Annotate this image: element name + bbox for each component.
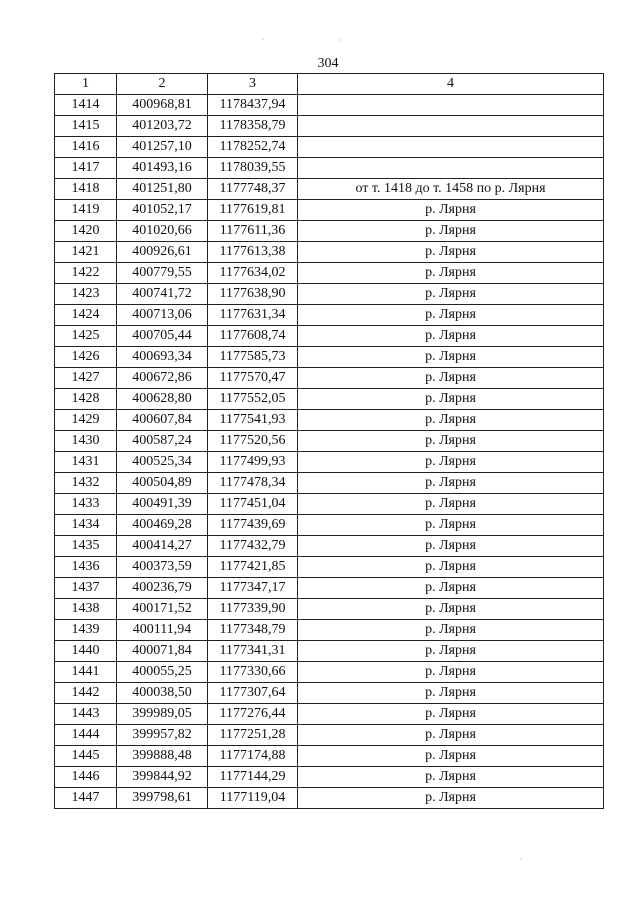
scan-speck (338, 39, 340, 41)
table-row (55, 515, 604, 536)
description-cell: р. Лярня (298, 284, 604, 305)
description-cell: р. Лярня (298, 200, 604, 221)
description-cell: р. Лярня (298, 557, 604, 578)
description-cell (298, 137, 604, 158)
point-number-cell: 1437 (55, 578, 117, 599)
y-coordinate-cell: 1177439,69 (208, 515, 298, 536)
y-coordinate-cell: 1177611,36 (208, 221, 298, 242)
x-coordinate-cell: 399989,05 (117, 704, 208, 725)
point-number-cell: 1447 (55, 788, 117, 809)
y-coordinate-cell: 1177330,66 (208, 662, 298, 683)
x-coordinate-cell: 400236,79 (117, 578, 208, 599)
table-row (55, 326, 604, 347)
table-row (55, 305, 604, 326)
coordinates-table (54, 73, 604, 809)
description-cell: р. Лярня (298, 326, 604, 347)
point-number-cell: 1414 (55, 95, 117, 116)
y-coordinate-cell: 1177748,37 (208, 179, 298, 200)
point-number-cell: 1415 (55, 116, 117, 137)
description-cell (298, 95, 604, 116)
description-cell: р. Лярня (298, 473, 604, 494)
x-coordinate-cell: 399888,48 (117, 746, 208, 767)
table-row (55, 746, 604, 767)
description-cell: р. Лярня (298, 599, 604, 620)
table-row (55, 263, 604, 284)
point-number-cell: 1441 (55, 662, 117, 683)
table-row (55, 641, 604, 662)
x-coordinate-cell: 400055,25 (117, 662, 208, 683)
point-number-cell: 1422 (55, 263, 117, 284)
description-cell: р. Лярня (298, 494, 604, 515)
description-cell: р. Лярня (298, 452, 604, 473)
point-number-cell: 1429 (55, 410, 117, 431)
table-row (55, 620, 604, 641)
scan-speck (520, 858, 522, 860)
x-coordinate-cell: 401493,16 (117, 158, 208, 179)
x-coordinate-cell: 400705,44 (117, 326, 208, 347)
table-row (55, 431, 604, 452)
table-row (55, 452, 604, 473)
point-number-cell: 1420 (55, 221, 117, 242)
y-coordinate-cell: 1177613,38 (208, 242, 298, 263)
x-coordinate-cell: 399798,61 (117, 788, 208, 809)
table-row (55, 410, 604, 431)
column-header-3: 3 (208, 74, 298, 95)
y-coordinate-cell: 1178252,74 (208, 137, 298, 158)
point-number-cell: 1423 (55, 284, 117, 305)
table-row (55, 704, 604, 725)
y-coordinate-cell: 1177520,56 (208, 431, 298, 452)
description-cell: р. Лярня (298, 578, 604, 599)
table-row (55, 284, 604, 305)
description-cell: р. Лярня (298, 767, 604, 788)
y-coordinate-cell: 1177341,31 (208, 641, 298, 662)
x-coordinate-cell: 400171,52 (117, 599, 208, 620)
y-coordinate-cell: 1178358,79 (208, 116, 298, 137)
table-row (55, 95, 604, 116)
table-row (55, 221, 604, 242)
description-cell: р. Лярня (298, 683, 604, 704)
y-coordinate-cell: 1177432,79 (208, 536, 298, 557)
point-number-cell: 1440 (55, 641, 117, 662)
x-coordinate-cell: 401251,80 (117, 179, 208, 200)
x-coordinate-cell: 399844,92 (117, 767, 208, 788)
x-coordinate-cell: 400628,80 (117, 389, 208, 410)
point-number-cell: 1418 (55, 179, 117, 200)
point-number-cell: 1417 (55, 158, 117, 179)
column-header-1: 1 (55, 74, 117, 95)
point-number-cell: 1432 (55, 473, 117, 494)
x-coordinate-cell: 401052,17 (117, 200, 208, 221)
column-header-2: 2 (117, 74, 208, 95)
y-coordinate-cell: 1177634,02 (208, 263, 298, 284)
description-cell: р. Лярня (298, 662, 604, 683)
point-number-cell: 1442 (55, 683, 117, 704)
point-number-cell: 1427 (55, 368, 117, 389)
y-coordinate-cell: 1177119,04 (208, 788, 298, 809)
description-cell: р. Лярня (298, 305, 604, 326)
table-row (55, 494, 604, 515)
point-number-cell: 1430 (55, 431, 117, 452)
point-number-cell: 1439 (55, 620, 117, 641)
description-cell: р. Лярня (298, 347, 604, 368)
point-number-cell: 1416 (55, 137, 117, 158)
y-coordinate-cell: 1177451,04 (208, 494, 298, 515)
point-number-cell: 1434 (55, 515, 117, 536)
x-coordinate-cell: 400491,39 (117, 494, 208, 515)
x-coordinate-cell: 400968,81 (117, 95, 208, 116)
y-coordinate-cell: 1177541,93 (208, 410, 298, 431)
description-cell: р. Лярня (298, 368, 604, 389)
table-header-row (55, 74, 604, 95)
y-coordinate-cell: 1177638,90 (208, 284, 298, 305)
point-number-cell: 1445 (55, 746, 117, 767)
point-number-cell: 1444 (55, 725, 117, 746)
x-coordinate-cell: 400469,28 (117, 515, 208, 536)
table-row (55, 788, 604, 809)
point-number-cell: 1426 (55, 347, 117, 368)
y-coordinate-cell: 1177347,17 (208, 578, 298, 599)
x-coordinate-cell: 400038,50 (117, 683, 208, 704)
table-row (55, 179, 604, 200)
x-coordinate-cell: 400587,24 (117, 431, 208, 452)
point-number-cell: 1431 (55, 452, 117, 473)
description-cell: от т. 1418 до т. 1458 по р. Лярня (298, 179, 604, 200)
point-number-cell: 1433 (55, 494, 117, 515)
x-coordinate-cell: 400713,06 (117, 305, 208, 326)
x-coordinate-cell: 400071,84 (117, 641, 208, 662)
y-coordinate-cell: 1177570,47 (208, 368, 298, 389)
description-cell: р. Лярня (298, 536, 604, 557)
description-cell: р. Лярня (298, 704, 604, 725)
x-coordinate-cell: 400693,34 (117, 347, 208, 368)
table-row (55, 725, 604, 746)
description-cell (298, 116, 604, 137)
table-row (55, 767, 604, 788)
y-coordinate-cell: 1177608,74 (208, 326, 298, 347)
y-coordinate-cell: 1177421,85 (208, 557, 298, 578)
table-row (55, 389, 604, 410)
table-row (55, 473, 604, 494)
x-coordinate-cell: 400926,61 (117, 242, 208, 263)
table-row (55, 347, 604, 368)
table-row (55, 368, 604, 389)
y-coordinate-cell: 1177478,34 (208, 473, 298, 494)
y-coordinate-cell: 1177348,79 (208, 620, 298, 641)
point-number-cell: 1443 (55, 704, 117, 725)
x-coordinate-cell: 400111,94 (117, 620, 208, 641)
point-number-cell: 1436 (55, 557, 117, 578)
y-coordinate-cell: 1178039,55 (208, 158, 298, 179)
x-coordinate-cell: 401257,10 (117, 137, 208, 158)
table-row (55, 137, 604, 158)
y-coordinate-cell: 1177619,81 (208, 200, 298, 221)
x-coordinate-cell: 400741,72 (117, 284, 208, 305)
point-number-cell: 1438 (55, 599, 117, 620)
x-coordinate-cell: 401020,66 (117, 221, 208, 242)
y-coordinate-cell: 1177276,44 (208, 704, 298, 725)
x-coordinate-cell: 400672,86 (117, 368, 208, 389)
point-number-cell: 1446 (55, 767, 117, 788)
x-coordinate-cell: 401203,72 (117, 116, 208, 137)
point-number-cell: 1424 (55, 305, 117, 326)
table-body (55, 95, 604, 809)
y-coordinate-cell: 1178437,94 (208, 95, 298, 116)
description-cell: р. Лярня (298, 746, 604, 767)
scan-speck (262, 38, 264, 40)
description-cell: р. Лярня (298, 263, 604, 284)
table-row (55, 578, 604, 599)
x-coordinate-cell: 400779,55 (117, 263, 208, 284)
y-coordinate-cell: 1177144,29 (208, 767, 298, 788)
table-row (55, 158, 604, 179)
description-cell: р. Лярня (298, 431, 604, 452)
point-number-cell: 1435 (55, 536, 117, 557)
table-row (55, 599, 604, 620)
table-row (55, 116, 604, 137)
table-row (55, 557, 604, 578)
table-row (55, 662, 604, 683)
table-row (55, 242, 604, 263)
y-coordinate-cell: 1177552,05 (208, 389, 298, 410)
description-cell: р. Лярня (298, 725, 604, 746)
description-cell: р. Лярня (298, 515, 604, 536)
description-cell: р. Лярня (298, 641, 604, 662)
table-row (55, 200, 604, 221)
x-coordinate-cell: 400525,34 (117, 452, 208, 473)
x-coordinate-cell: 400414,27 (117, 536, 208, 557)
x-coordinate-cell: 399957,82 (117, 725, 208, 746)
point-number-cell: 1419 (55, 200, 117, 221)
y-coordinate-cell: 1177251,28 (208, 725, 298, 746)
y-coordinate-cell: 1177307,64 (208, 683, 298, 704)
table-row (55, 536, 604, 557)
column-header-4: 4 (298, 74, 604, 95)
description-cell: р. Лярня (298, 410, 604, 431)
point-number-cell: 1425 (55, 326, 117, 347)
description-cell: р. Лярня (298, 242, 604, 263)
y-coordinate-cell: 1177339,90 (208, 599, 298, 620)
description-cell: р. Лярня (298, 620, 604, 641)
x-coordinate-cell: 400607,84 (117, 410, 208, 431)
description-cell (298, 158, 604, 179)
description-cell: р. Лярня (298, 389, 604, 410)
point-number-cell: 1428 (55, 389, 117, 410)
y-coordinate-cell: 1177174,88 (208, 746, 298, 767)
x-coordinate-cell: 400504,89 (117, 473, 208, 494)
description-cell: р. Лярня (298, 221, 604, 242)
x-coordinate-cell: 400373,59 (117, 557, 208, 578)
point-number-cell: 1421 (55, 242, 117, 263)
table-row (55, 683, 604, 704)
y-coordinate-cell: 1177585,73 (208, 347, 298, 368)
page-number: 304 (317, 56, 339, 71)
y-coordinate-cell: 1177631,34 (208, 305, 298, 326)
description-cell: р. Лярня (298, 788, 604, 809)
y-coordinate-cell: 1177499,93 (208, 452, 298, 473)
